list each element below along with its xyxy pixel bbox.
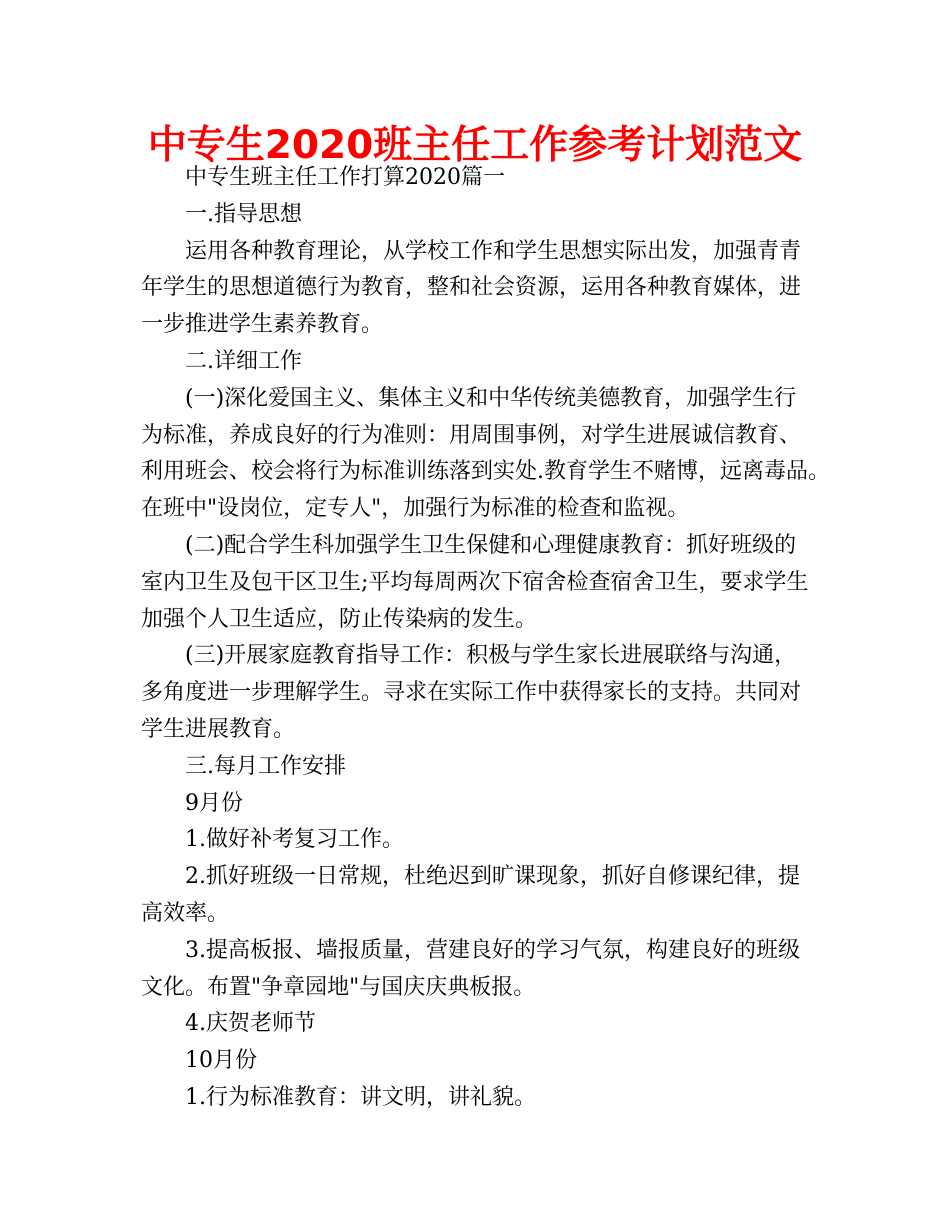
text-line: 一.指导思想 xyxy=(185,201,302,227)
text-line: (三)开展家庭教育指导工作：积极与学生家长进展联络与沟通， xyxy=(185,643,797,669)
text-line: 在班中"设岗位，定专人"，加强行为标准的检查和监视。 xyxy=(141,496,690,522)
text-line: 2.抓好班级一日常规，杜绝迟到旷课现象，抓好自修课纪律，提 xyxy=(185,864,800,890)
text-line: 中专生班主任工作打算2020篇一 xyxy=(185,165,505,190)
paragraph xyxy=(141,160,821,197)
text-line: 加强个人卫生适应，防止传染病的发生。 xyxy=(141,606,538,632)
paragraph xyxy=(141,933,821,1007)
paragraph xyxy=(141,381,830,528)
paragraph xyxy=(141,786,821,823)
paragraph xyxy=(141,1043,821,1080)
paragraph xyxy=(141,197,821,234)
document-body xyxy=(141,160,830,1117)
text-line: 3.提高板报、墙报质量，营建良好的学习气氛，构建良好的班级 xyxy=(185,937,800,963)
paragraph xyxy=(141,822,821,859)
text-line: 为标准，养成良好的行为准则：用周围事例，对学生进展诚信教育、 xyxy=(141,422,802,448)
text-line: 年学生的思想道德行为教育，整和社会资源，运用各种教育媒体，进 xyxy=(141,275,802,301)
text-line: 10月份 xyxy=(185,1048,257,1074)
paragraph xyxy=(141,344,821,381)
text-line: 多角度进一步理解学生。寻求在实际工作中获得家长的支持。共同对 xyxy=(141,680,802,706)
paragraph xyxy=(141,638,821,748)
text-line: 运用各种教育理论，从学校工作和学生思想实际出发，加强青青 xyxy=(185,238,802,264)
text-line: 4.庆贺老师节 xyxy=(185,1011,316,1037)
paragraph xyxy=(141,1080,821,1117)
text-line: 1.行为标准教育：讲文明，讲礼貌。 xyxy=(185,1084,536,1110)
text-line: 利用班会、校会将行为标准训练落到实处.教育学生不赌博，远离毒品。 xyxy=(141,459,830,485)
paragraph xyxy=(141,1006,821,1043)
text-line: (二)配合学生科加强学生卫生保健和心理健康教育：抓好班级的 xyxy=(185,532,797,558)
paragraph xyxy=(141,859,821,933)
text-line: (一)深化爱国主义、集体主义和中华传统美德教育，加强学生行 xyxy=(185,385,797,411)
paragraph xyxy=(141,528,821,638)
paragraph xyxy=(141,749,821,786)
text-line: 三.每月工作安排 xyxy=(185,753,346,779)
text-line: 二.详细工作 xyxy=(185,348,302,374)
text-line: 文化。布置"争章园地"与国庆庆典板报。 xyxy=(141,974,536,1000)
text-line: 学生进展教育。 xyxy=(141,716,296,742)
text-line: 室内卫生及包干区卫生;平均每周两次下宿舍检查宿舍卫生，要求学生 xyxy=(141,569,809,595)
text-line: 1.做好补考复习工作。 xyxy=(185,827,404,853)
paragraph xyxy=(141,234,821,344)
text-line: 高效率。 xyxy=(141,900,230,926)
text-line: 9月份 xyxy=(185,790,243,816)
text-line: 一步推进学生素养教育。 xyxy=(141,312,384,338)
document-title: 中专生2020班主任工作参考计划范文 xyxy=(147,123,803,168)
